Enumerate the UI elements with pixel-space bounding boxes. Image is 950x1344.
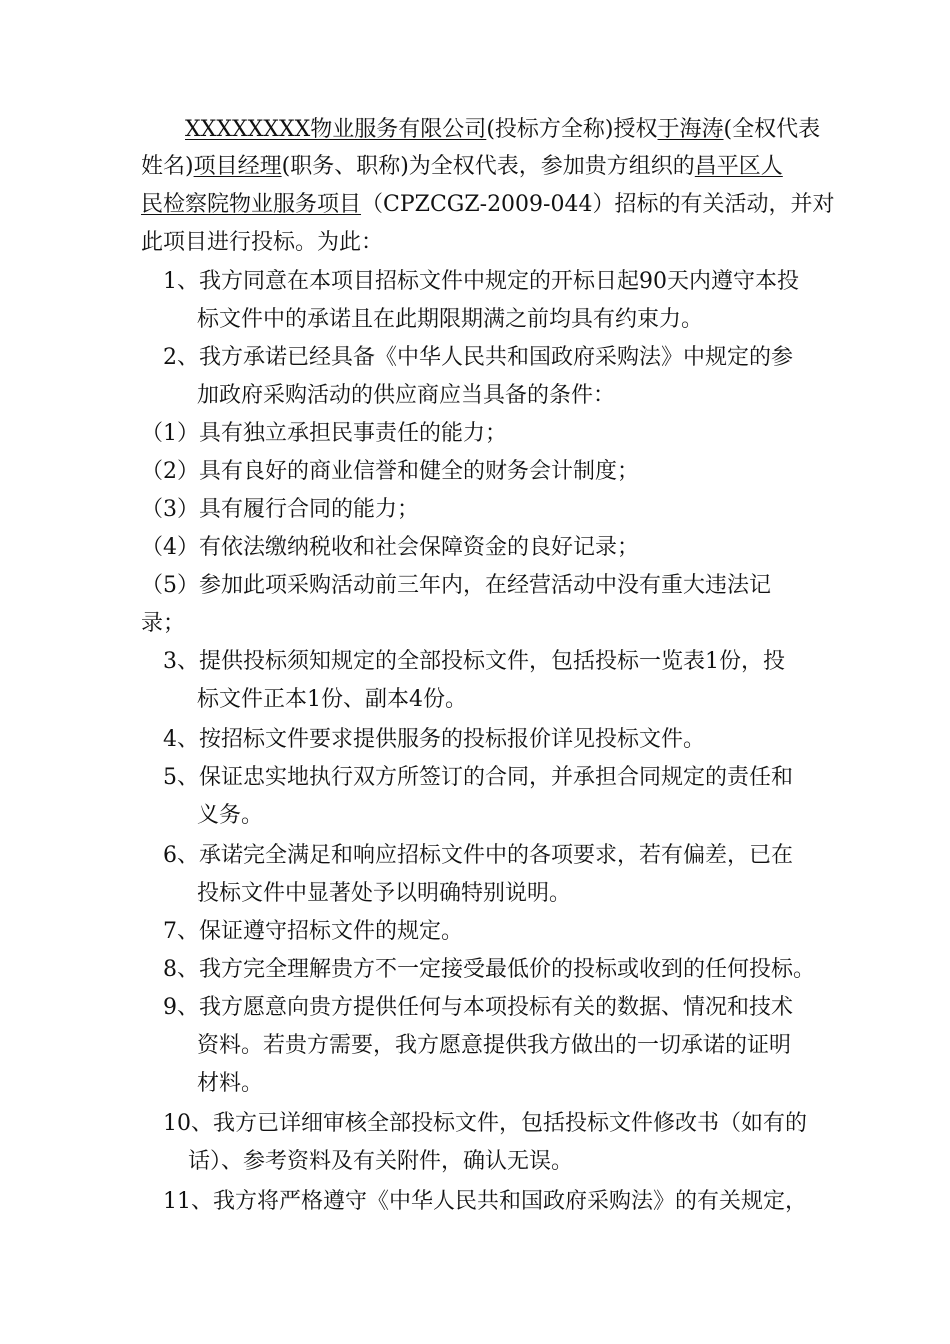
intro-text: (职务、职称)为全权代表，参加贵方组织的: [281, 154, 695, 179]
intro-line-4: 此项目进行投标。为此：: [141, 230, 384, 255]
item-3-line-1: 3、提供投标须知规定的全部投标文件，包括投标一览表1份，投: [163, 649, 785, 674]
item-9-line-1: 9、我方愿意向贵方提供任何与本项投标有关的数据、情况和技术: [163, 995, 793, 1020]
condition-4: （4）有依法缴纳税收和社会保障资金的良好记录；: [141, 535, 639, 560]
intro-text: （CPZCGZ-2009-044）招标的有关活动，并对: [361, 192, 835, 217]
intro-line-3: [141, 187, 834, 223]
item-4: 4、按招标文件要求提供服务的投标报价详见投标文件。: [163, 727, 705, 752]
representative-name: 于海涛: [657, 117, 724, 142]
intro-text: (投标方全称)授权: [486, 117, 658, 142]
condition-5-line-1: （5）参加此项采购活动前三年内，在经营活动中没有重大违法记: [141, 573, 771, 598]
item-10-line-2: 话）、参考资料及有关附件，确认无误。: [188, 1149, 574, 1174]
condition-3: （3）具有履行合同的能力；: [141, 497, 419, 522]
project-name-part-1: 昌平区人: [694, 154, 783, 179]
item-9-line-3: 材料。: [197, 1071, 264, 1096]
item-3-line-2: 标文件正本1份、副本4份。: [197, 687, 467, 712]
intro-text: (全权代表: [723, 117, 821, 142]
item-8: 8、我方完全理解贵方不一定接受最低价的投标或收到的任何投标。: [163, 957, 815, 982]
item-9-line-2: 资料。若贵方需要，我方愿意提供我方做出的一切承诺的证明: [197, 1033, 792, 1058]
intro-line-2: [141, 149, 783, 185]
condition-2: （2）具有良好的商业信誉和健全的财务会计制度；: [141, 459, 639, 484]
project-name-part-2: 民检察院物业服务项目: [141, 192, 362, 217]
item-5-line-1: 5、保证忠实地执行双方所签订的合同，并承担合同规定的责任和: [163, 765, 793, 790]
intro-line-1: [185, 112, 820, 148]
intro-text: 姓名): [141, 154, 194, 179]
condition-1: （1）具有独立承担民事责任的能力；: [141, 421, 507, 446]
item-6-line-2: 投标文件中显著处予以明确特别说明。: [197, 881, 572, 906]
item-11: 11、我方将严格遵守《中华人民共和国政府采购法》的有关规定，: [163, 1189, 807, 1214]
item-2-line-2: 加政府采购活动的供应商应当具备的条件：: [197, 383, 616, 408]
representative-position: 项目经理: [193, 154, 282, 179]
condition-5-line-2: 录；: [141, 611, 186, 636]
bidder-company-name: XXXXXXXX物业服务有限公司: [185, 117, 487, 142]
item-1-line-1: 1、我方同意在本项目招标文件中规定的开标日起90天内遵守本投: [163, 269, 799, 294]
item-2-line-1: 2、我方承诺已经具备《中华人民共和国政府采购法》中规定的参: [163, 345, 793, 370]
item-6-line-1: 6、承诺完全满足和响应招标文件中的各项要求，若有偏差，已在: [163, 843, 793, 868]
item-5-line-2: 义务。: [197, 803, 264, 828]
item-10-line-1: 10、我方已详细审核全部投标文件，包括投标文件修改书（如有的: [163, 1111, 807, 1136]
item-1-line-2: 标文件中的承诺且在此期限期满之前均具有约束力。: [197, 307, 704, 332]
item-7: 7、保证遵守招标文件的规定。: [163, 919, 463, 944]
